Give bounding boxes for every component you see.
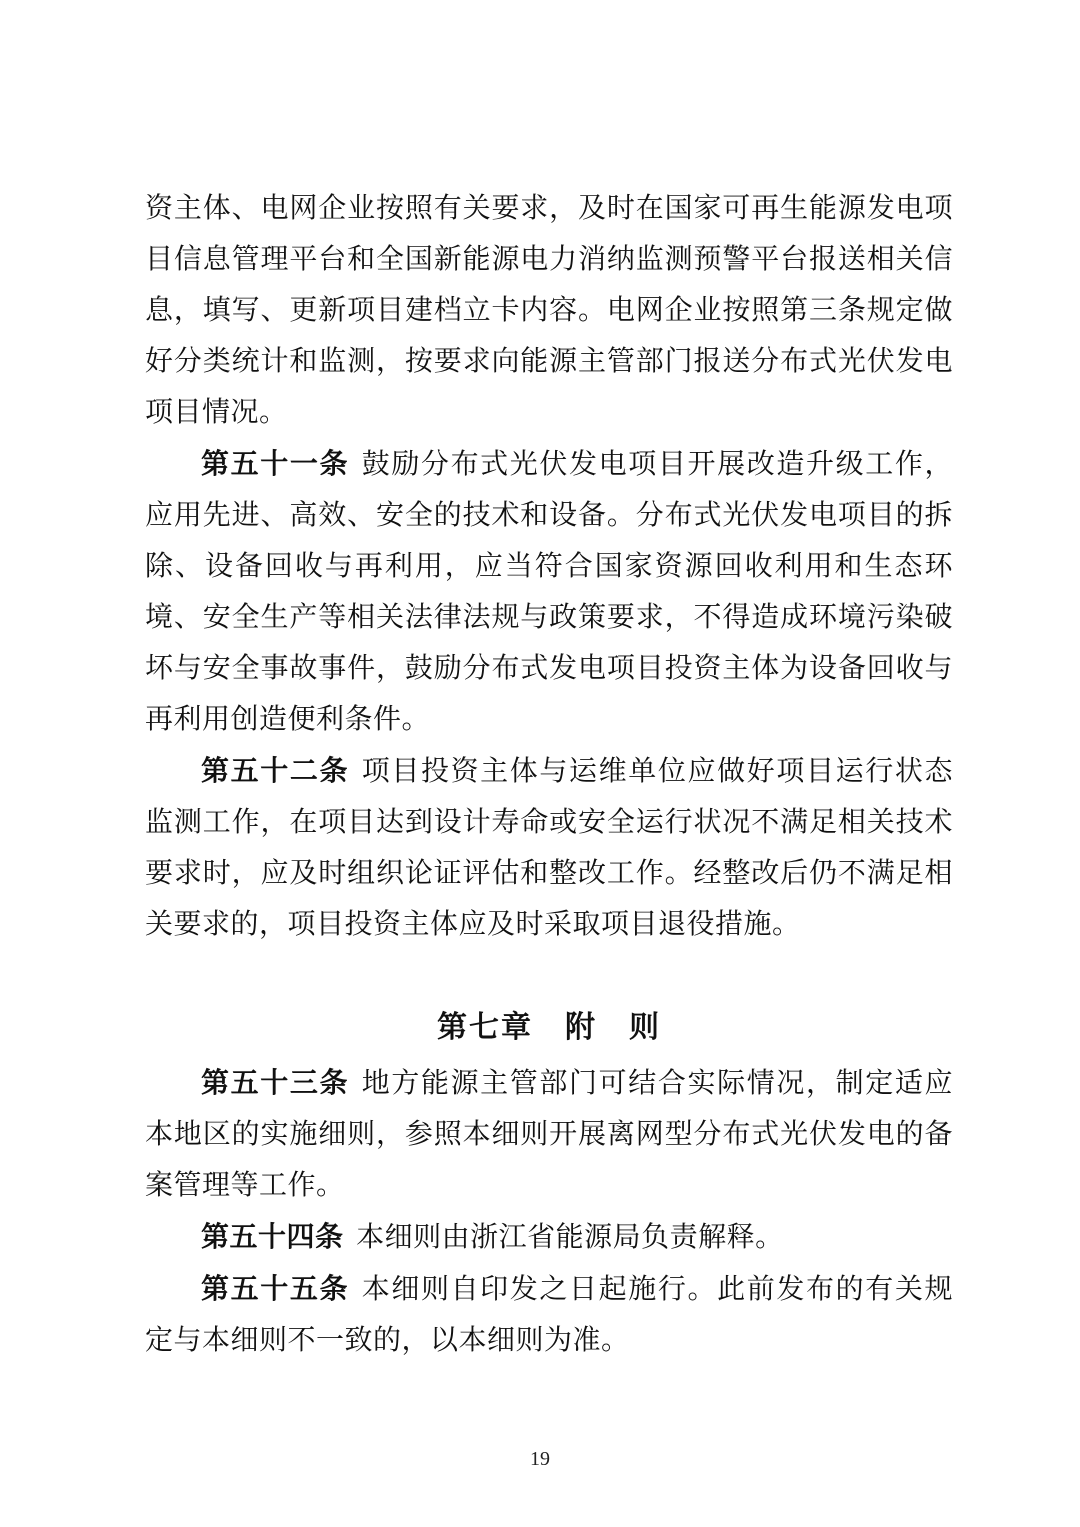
paragraph-text: 鼓励分布式光伏发电项目开展改造升级工作，应用先进、高效、安全的技术和设备。分布式光伏发电项目的拆除、设备回收与再利用，应当符合国家资源回收利用和生态环境、安全生产等相关法律法规与政策要求，不得造成环境污染破坏与安全事故事件，鼓励分布式发电项目投资主体为设备回收与再利用创造便利条件。 xyxy=(145,449,953,735)
page-number: 19 xyxy=(530,1448,550,1470)
chapter-heading: 第七章 附 则 xyxy=(437,1011,661,1044)
document-content xyxy=(145,183,953,1366)
paragraph-text: 资主体、电网企业按照有关要求，及时在国家可再生能源发电项目信息管理平台和全国新能源电力消纳监测预警平台报送相关信息，填写、更新项目建档立卡内容。电网企业按照第三条规定做好分类统计和监测，按要求向能源主管部门报送分布式光伏发电项目情况。 xyxy=(145,193,953,428)
article-number: 第五十四条 xyxy=(201,1221,344,1252)
article-number: 第五十五条 xyxy=(201,1273,350,1304)
paragraph-text: 本细则自印发之日起施行。此前发布的有关规定与本细则不一致的，以本细则为准。 xyxy=(145,1274,953,1356)
paragraph-article-52 xyxy=(145,745,953,950)
article-number: 第五十三条 xyxy=(201,1067,350,1098)
paragraph-article-53 xyxy=(145,1057,953,1211)
paragraph-continuation xyxy=(145,183,953,438)
paragraph-text: 地方能源主管部门可结合实际情况，制定适应本地区的实施细则，参照本细则开展离网型分布式光伏发电的备案管理等工作。 xyxy=(145,1068,953,1201)
paragraph-text: 本细则由浙江省能源局负责解释。 xyxy=(356,1222,784,1253)
article-number: 第五十二条 xyxy=(201,755,350,786)
article-number: 第五十一条 xyxy=(201,448,350,479)
paragraph-article-51 xyxy=(145,438,953,745)
paragraph-article-55 xyxy=(145,1263,953,1366)
paragraph-article-54 xyxy=(145,1211,953,1263)
paragraph-text: 项目投资主体与运维单位应做好项目运行状态监测工作，在项目达到设计寿命或安全运行状况不满足相关技术要求时，应及时组织论证评估和整改工作。经整改后仍不满足相关要求的，项目投资主体应及时采取项目退役措施。 xyxy=(145,756,953,940)
